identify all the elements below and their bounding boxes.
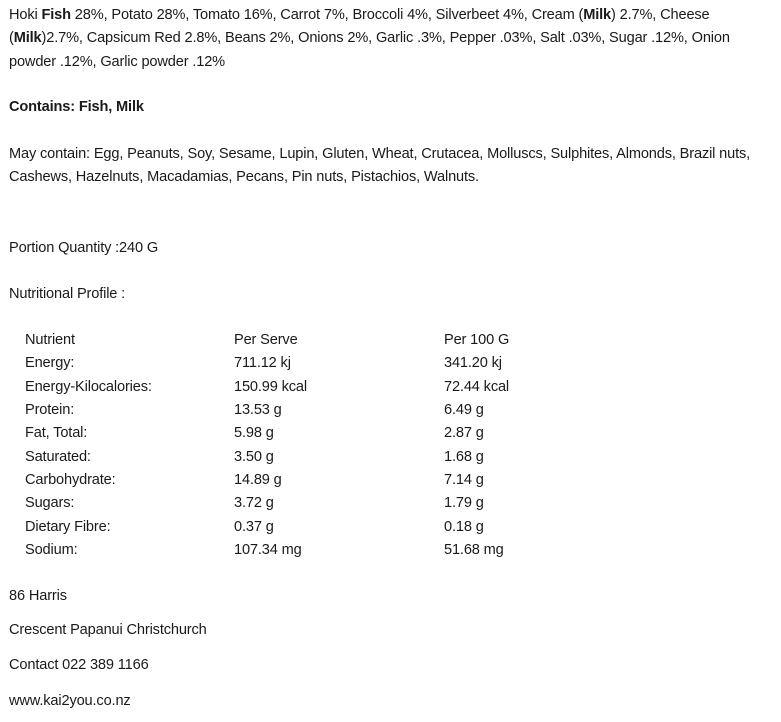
ingredient-segment: ) 2.7%, Cheese ( [9,7,710,47]
nutrient-name: Protein: [25,402,75,419]
ingredients-text [9,4,775,74]
nutrition-header-row [25,329,644,352]
nutrient-name: Sugars: [25,495,75,512]
per-serve-value: 13.53 g [234,402,282,419]
allergen-highlight: Fish [41,7,71,23]
table-row [25,399,644,422]
header-per-100g: Per 100 G [444,332,510,348]
ingredient-segment: )2.7%, Capsicum Red 2.8%, Beans 2%, Onions 2%, Garlic .3%, Pepper .03%, Salt .03%, Sugar .12%, Onion powder .12%, Garlic powder .12% [9,30,730,70]
contact-phone: Contact 022 389 1166 [9,657,149,673]
per-serve-value: 107.34 mg [234,542,302,559]
may-contain-allergens: May contain: Egg, Peanuts, Soy, Sesame, Lupin, Gluten, Wheat, Crutacea, Molluscs, Sulphites, Almonds, Brazil nuts, Cashews, Hazelnuts, Macadamias, Pecans, Pin nuts, Pistachios, Walnuts. [9,146,751,186]
per-serve-value: 3.50 g [234,448,274,465]
per-serve-value: 150.99 kcal [234,378,307,395]
nutrient-name: Saturated: [25,448,91,465]
header-per-serve: Per Serve [234,332,298,348]
nutrient-name: Dietary Fibre: [25,518,111,535]
allergen-highlight: Milk [13,30,42,47]
nutrient-name: Energy-Kilocalories: [25,378,152,395]
per-serve-value: 3.72 g [234,495,274,512]
nutritional-profile-title: Nutritional Profile : [9,286,126,302]
per-100g-value: 72.44 kcal [444,378,510,395]
address-line-1: 86 Harris [9,588,67,604]
per-100g-value: 51.68 mg [444,542,504,559]
portion-quantity: Portion Quantity :240 G [9,240,159,256]
table-row [25,422,644,445]
nutrient-name: Energy: [25,355,75,372]
contains-allergens: Contains: Fish, Milk [9,99,144,115]
address-line-2: Crescent Papanui Christchurch [9,622,207,638]
per-serve-value: 5.98 g [234,425,274,442]
per-100g-value: 341.20 kj [444,355,502,372]
website-link[interactable]: www.kai2you.co.nz [9,693,131,709]
table-row [25,469,644,492]
per-serve-value: 14.89 g [234,472,282,489]
table-row [25,446,644,469]
nutrient-name: Sodium: [25,542,78,559]
per-serve-value: 711.12 kj [234,355,291,372]
table-row [25,376,644,399]
nutrient-name: Fat, Total: [25,425,88,442]
per-100g-value: 6.49 g [444,402,484,419]
nutrition-table [25,329,644,562]
header-nutrient: Nutrient [25,332,75,348]
per-100g-value: 7.14 g [444,472,484,489]
per-100g-value: 1.79 g [444,495,484,512]
ingredient-segment: Hoki [9,7,42,23]
ingredient-segment: 28%, Potato 28%, Tomato 16%, Carrot 7%, Broccoli 4%, Silverbeet 4%, Cream ( [70,7,584,23]
table-row [25,539,644,562]
allergen-highlight: Milk [583,7,612,23]
per-serve-value: 0.37 g [234,518,274,535]
per-100g-value: 2.87 g [444,425,484,442]
table-row [25,352,644,375]
table-row [25,492,644,515]
table-row [25,516,644,539]
per-100g-value: 1.68 g [444,448,484,465]
nutrient-name: Carbohydrate: [25,472,116,489]
per-100g-value: 0.18 g [444,518,484,535]
